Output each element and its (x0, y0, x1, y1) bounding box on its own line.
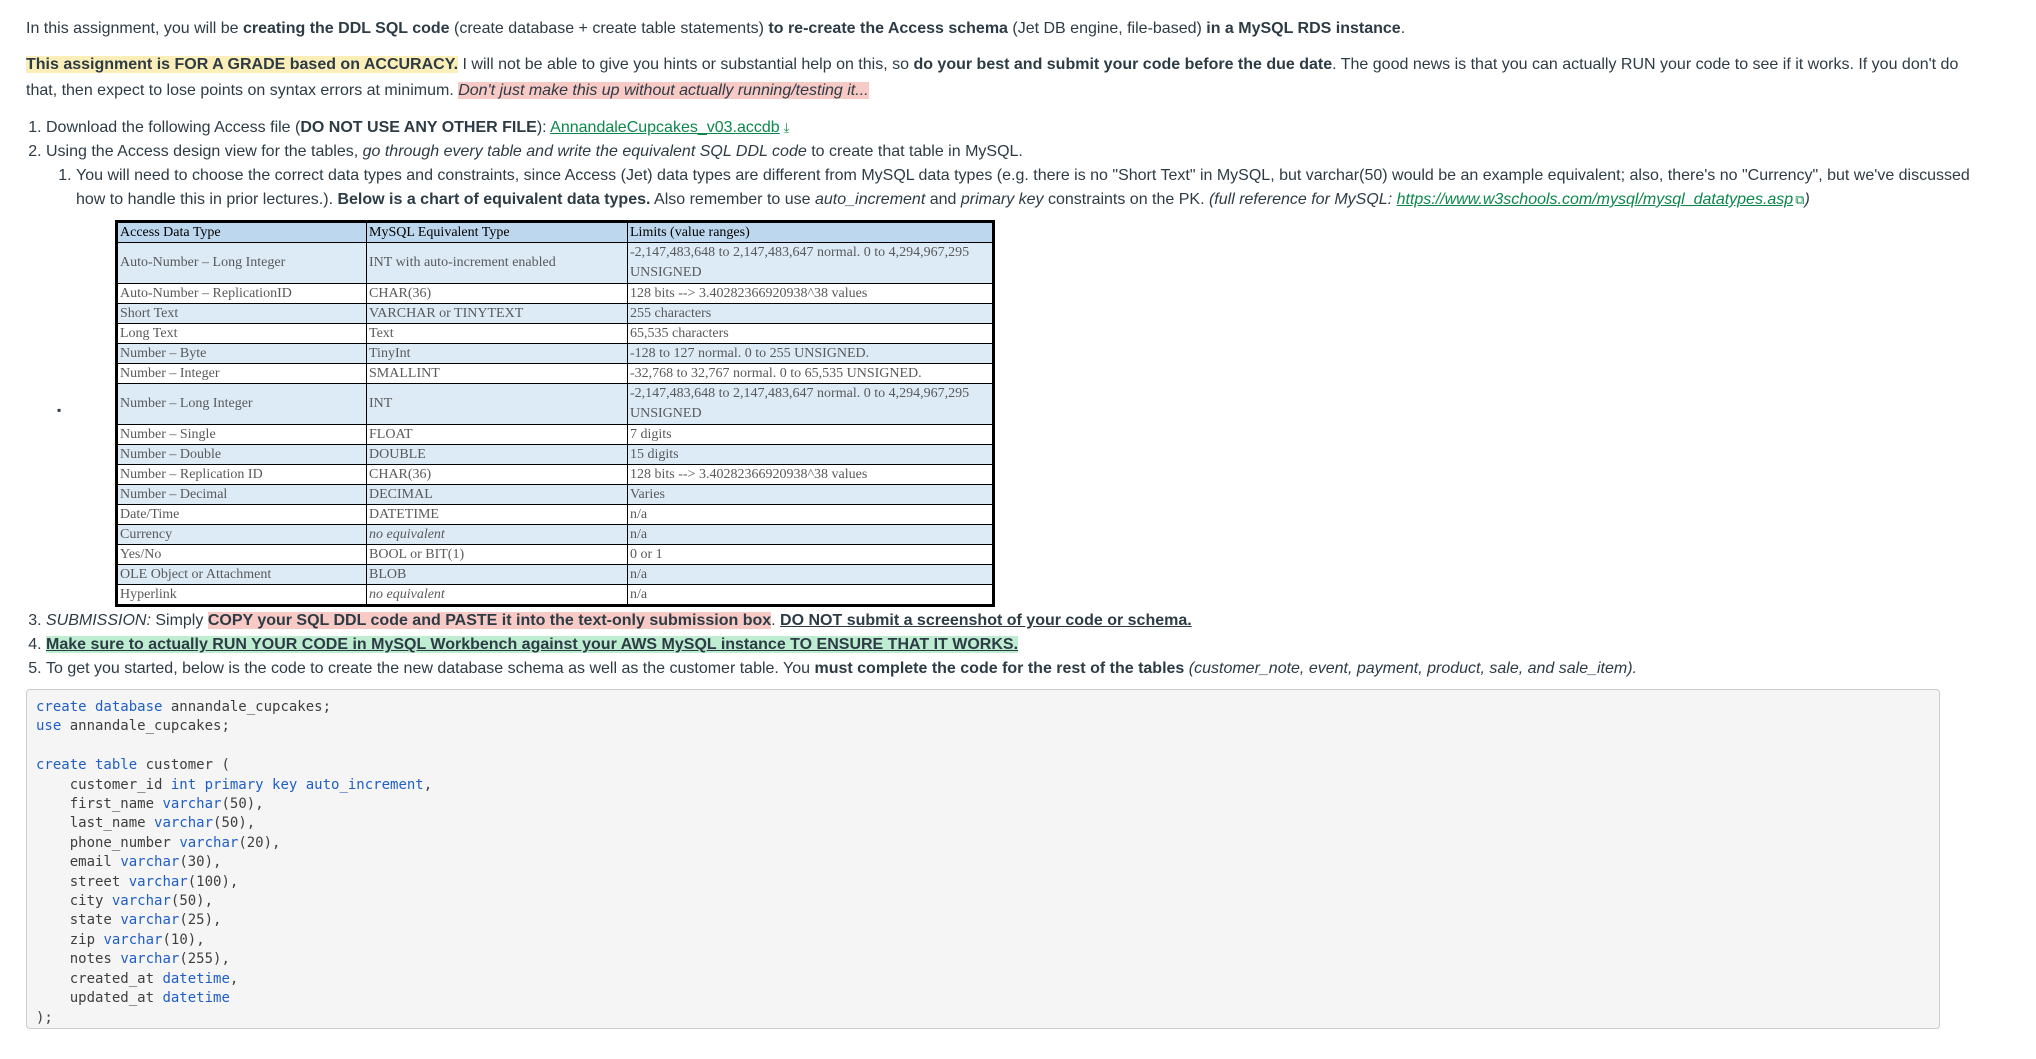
intro-text: In this assignment, you will be (26, 20, 243, 37)
table-cell: Yes/No (117, 545, 367, 565)
code-column-name: first_name (69, 796, 155, 813)
table-cell: Number – Byte (117, 344, 367, 364)
download-icon[interactable]: ⤓ (783, 120, 790, 135)
step-4 (46, 633, 1970, 657)
table-cell: CHAR(36) (367, 465, 628, 485)
step-3-warning: DO NOT submit a screenshot of your code or schema. (780, 612, 1192, 629)
step-2-1-bold: Below is a chart of equivalent data types. (337, 191, 651, 208)
code-columns (36, 777, 432, 1006)
grade-warning: This assignment is FOR A GRADE based on ACCURACY. (26, 56, 459, 73)
step-2-1-italic: auto_increment (814, 191, 926, 208)
table-row (117, 525, 994, 545)
step-1-text: ): (536, 119, 551, 136)
step-1-text: Download the following Access file ( (46, 119, 301, 136)
code-column-name: customer_id (69, 776, 163, 793)
table-cell: DECIMAL (367, 485, 628, 505)
table-cell: -128 to 127 normal. 0 to 255 UNSIGNED. (628, 344, 994, 364)
code-column-args: (255) (179, 951, 222, 968)
table-row (117, 505, 994, 525)
code-column-type: varchar (128, 873, 188, 890)
table-body (117, 243, 994, 606)
table-cell: BLOB (367, 565, 628, 585)
step-1 (46, 116, 1970, 140)
table-cell: 15 digits (628, 445, 994, 465)
table-cell: 128 bits --> 3.40282366920938^38 values (628, 284, 994, 304)
code-column-type: varchar (111, 893, 171, 910)
step-3-highlight: COPY your SQL DDL code and PASTE it into the text-only submission box (207, 612, 772, 629)
table-cell: Short Text (117, 304, 367, 324)
step-5-bold: must complete the code for the rest of the tables (814, 660, 1185, 677)
table-cell: Hyperlink (117, 585, 367, 606)
code-column-name: email (69, 854, 112, 871)
code-column-type: varchar (154, 815, 214, 832)
table-cell: Number – Double (117, 445, 367, 465)
table-cell: SMALLINT (367, 364, 628, 384)
code-column-args: (50) (213, 815, 247, 832)
table-cell: Currency (117, 525, 367, 545)
code-column-type: varchar (120, 951, 180, 968)
code-column-name: city (69, 893, 104, 910)
assignment-content (26, 10, 1970, 1029)
table-row (117, 243, 994, 284)
code-column-args: (50) (221, 796, 256, 813)
step-2-chart-item (57, 220, 1970, 607)
table-cell: FLOAT (367, 425, 628, 445)
table-cell: -2,147,483,648 to 2,147,483,647 normal. 0 to 4,294,967,295 UNSIGNED (628, 384, 994, 425)
instruction-list (26, 116, 1970, 607)
code-column-name: updated_at (69, 990, 155, 1007)
table-row (117, 344, 994, 364)
step-2-text: Using the Access design view for the tables, (46, 143, 363, 160)
code-column-args: (20) (238, 834, 273, 851)
table-cell: OLE Object or Attachment (117, 565, 367, 585)
table-cell: DOUBLE (367, 445, 628, 465)
step-3-label: SUBMISSION: (46, 612, 151, 629)
table-cell: 128 bits --> 3.40282366920938^38 values (628, 465, 994, 485)
table-header-cell: MySQL Equivalent Type (367, 222, 628, 243)
code-text: ); (36, 1009, 53, 1026)
code-separator: , (204, 893, 214, 910)
table-cell: INT (367, 384, 628, 425)
bullet-icon: ▪ (57, 403, 62, 417)
step-5-italic: (customer_note, event, payment, product, sale, and sale_item). (1188, 660, 1637, 677)
data-types-table (115, 220, 995, 607)
table-cell: Number – Integer (117, 364, 367, 384)
table-cell: DATETIME (367, 505, 628, 525)
table-header-cell: Limits (value ranges) (628, 222, 994, 243)
access-file-link[interactable]: AnnandaleCupcakes_v03.accdb (550, 119, 780, 136)
step-2-italic: go through every table and write the equivalent SQL DDL code (362, 143, 807, 160)
table-cell: 255 characters (628, 304, 994, 324)
table-row (117, 585, 994, 606)
code-column-type: varchar (179, 834, 239, 851)
code-column-name: created_at (69, 970, 155, 987)
table-cell: BOOL or BIT(1) (367, 545, 628, 565)
step-2-1-text: You will need to choose the correct data types and constraints, since Access (Jet) data types are different from MySQL data types (e.g. there is no "Short Text" in MySQL, but varchar(50) would be an example equivalent; also, there's no "Currency", but we've discussed how to handle this in prior lectures.). (76, 167, 1970, 208)
code-keyword: create database (36, 699, 163, 715)
code-column-name: phone_number (69, 834, 171, 851)
step-2-1-text: Also remember to use (650, 191, 815, 208)
step-5 (46, 657, 1970, 681)
instruction-list-continued (26, 609, 1970, 681)
table-row (117, 485, 994, 505)
code-separator: , (255, 796, 264, 813)
code-separator: , (423, 776, 433, 793)
intro-text: (create database + create table statements) (449, 20, 769, 37)
table-cell: Varies (628, 485, 994, 505)
table-cell: Text (367, 324, 628, 344)
code-column-type: datetime (162, 970, 230, 987)
intro-text: (Jet DB engine, file-based) (1007, 20, 1207, 37)
table-cell: CHAR(36) (367, 284, 628, 304)
table-cell: n/a (628, 525, 994, 545)
code-separator: , (229, 970, 239, 987)
code-column-name: notes (69, 951, 112, 968)
code-column-args: (10) (162, 931, 197, 948)
step-2-1 (76, 164, 1970, 212)
table-cell: n/a (628, 505, 994, 525)
intro-text: . (1400, 20, 1406, 37)
table-cell: TinyInt (367, 344, 628, 364)
step-2-sublist (46, 164, 1970, 607)
table-cell: n/a (628, 585, 994, 606)
table-row (117, 545, 994, 565)
step-2-1-text: constraints on the PK. (1043, 191, 1209, 208)
code-column-type: varchar (103, 931, 163, 948)
code-separator: , (246, 815, 256, 832)
grade-bold: do your best and submit your code before the due date (913, 56, 1333, 73)
code-column-name: zip (69, 931, 96, 948)
step-5-text: To get you started, below is the code to create the new database schema as well as the customer table. You (46, 660, 815, 677)
step-2-1-italic: primary key (960, 191, 1044, 208)
table-header-row (117, 222, 994, 243)
grade-testing-note: Don't just make this up without actually running/testing it... (458, 82, 869, 99)
code-separator: , (229, 873, 239, 890)
table-cell: no equivalent (367, 525, 628, 545)
intro-bold: to re-create the Access schema (768, 20, 1008, 37)
code-separator: , (221, 951, 230, 968)
table-row (117, 384, 994, 425)
intro-paragraph (26, 16, 1970, 42)
external-link-icon[interactable]: ⧉ (1795, 192, 1805, 207)
table-cell: Auto-Number – ReplicationID (117, 284, 367, 304)
code-keyword: use (36, 718, 62, 735)
code-content (36, 698, 1930, 1028)
table-cell: 7 digits (628, 425, 994, 445)
code-separator: , (213, 854, 222, 871)
table-cell: Number – Decimal (117, 485, 367, 505)
table-cell: Number – Single (117, 425, 367, 445)
table-row (117, 324, 994, 344)
step-4-highlight: Make sure to actually RUN YOUR CODE in MySQL Workbench against your AWS MySQL instance TO ENSURE THAT IT WORKS. (46, 636, 1019, 653)
step-2 (46, 140, 1970, 607)
code-column-type: varchar (162, 796, 222, 813)
table-row (117, 445, 994, 465)
code-column-args: (30) (179, 854, 214, 871)
code-text: customer ( (137, 757, 230, 774)
code-block[interactable] (26, 689, 1940, 1029)
table-header-cell: Access Data Type (117, 222, 367, 243)
code-column-name: last_name (69, 815, 146, 832)
grade-text: . The good news is that you can actually RUN your code to see if it works. If you don't do that, then expect to lose points on syntax errors at minimum. (26, 56, 1959, 99)
step-2-1-text: and (925, 191, 961, 208)
code-column-type: varchar (120, 854, 180, 871)
table-cell: -2,147,483,648 to 2,147,483,647 normal. 0 to 4,294,967,295 UNSIGNED (628, 243, 994, 284)
code-separator: , (272, 834, 281, 851)
table-row (117, 284, 994, 304)
table-cell: Auto-Number – Long Integer (117, 243, 367, 284)
w3schools-link[interactable]: https://www.w3schools.com/mysql/mysql_datatypes.asp (1396, 191, 1794, 208)
code-keyword: create table (36, 757, 138, 774)
code-text: annandale_cupcakes; (162, 699, 332, 715)
step-1-bold: DO NOT USE ANY OTHER FILE (300, 119, 537, 136)
code-column-type: datetime (162, 990, 230, 1007)
step-3 (46, 609, 1970, 633)
step-2-1-italic: (full reference for MySQL: (1208, 191, 1397, 208)
table-cell: Number – Replication ID (117, 465, 367, 485)
table-cell: Long Text (117, 324, 367, 344)
table-cell: 65,535 characters (628, 324, 994, 344)
code-column-args: (50) (170, 893, 205, 910)
table-cell: INT with auto-increment enabled (367, 243, 628, 284)
table-row (117, 304, 994, 324)
intro-bold: in a MySQL RDS instance (1206, 20, 1401, 37)
code-column-type: int primary key auto_increment (170, 776, 424, 793)
code-text: annandale_cupcakes; (61, 718, 230, 735)
table-row (117, 364, 994, 384)
code-separator: , (213, 912, 222, 929)
code-column-name: state (69, 912, 112, 929)
table-row (117, 465, 994, 485)
step-2-text: to create that table in MySQL. (806, 143, 1023, 160)
table-cell: -32,768 to 32,767 normal. 0 to 65,535 UNSIGNED. (628, 364, 994, 384)
table-cell: n/a (628, 565, 994, 585)
table-row (117, 425, 994, 445)
code-column-args: (25) (179, 912, 214, 929)
code-separator: , (196, 931, 205, 948)
table-cell: Number – Long Integer (117, 384, 367, 425)
table-cell: 0 or 1 (628, 545, 994, 565)
step-3-text: Simply (150, 612, 208, 629)
grade-paragraph (26, 52, 1970, 104)
table-row (117, 565, 994, 585)
table-cell: Date/Time (117, 505, 367, 525)
intro-bold: creating the DDL SQL code (243, 20, 450, 37)
code-column-args: (100) (187, 873, 230, 890)
grade-text: I will not be able to give you hints or substantial help on this, so (458, 56, 914, 73)
table-cell: no equivalent (367, 585, 628, 606)
table-cell: VARCHAR or TINYTEXT (367, 304, 628, 324)
code-column-name: street (69, 873, 121, 890)
step-3-text: . (771, 612, 781, 629)
code-column-type: varchar (120, 912, 180, 929)
step-2-1-italic: ) (1804, 191, 1810, 208)
